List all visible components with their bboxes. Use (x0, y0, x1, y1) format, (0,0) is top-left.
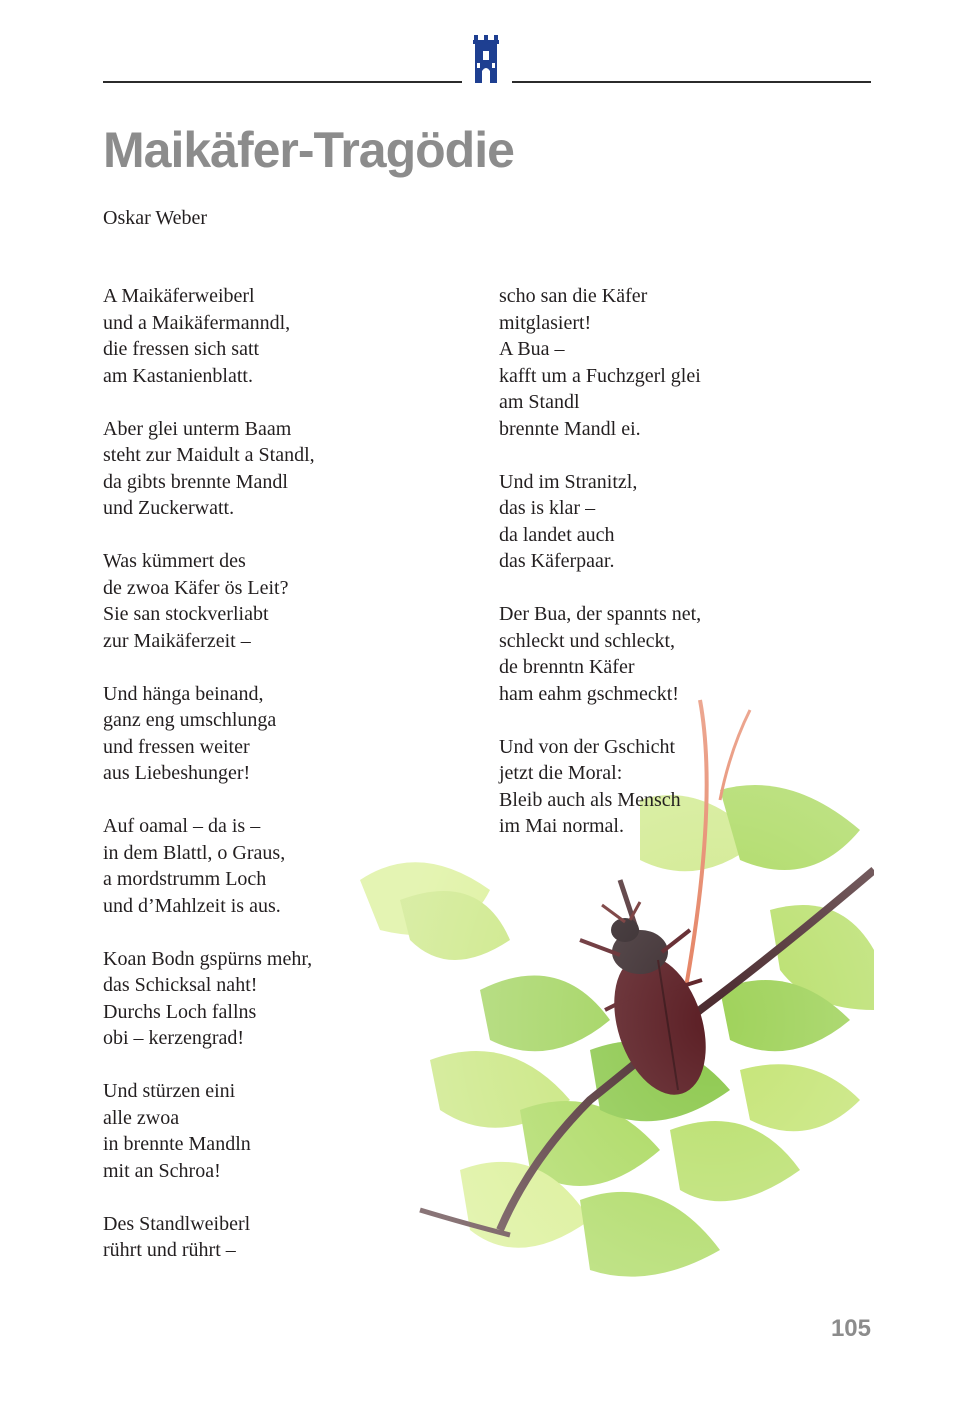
poem-line: a mordstrumm Loch (103, 868, 267, 890)
header-rule-left (103, 81, 462, 83)
poem-line: und Zuckerwatt. (103, 497, 235, 519)
poem-line: mitglasiert! (499, 311, 592, 334)
poem-line: ganz eng umschlunga (103, 709, 277, 731)
poem-stanza (103, 1078, 463, 1184)
poem-line: Durchs Loch fallns (103, 1000, 257, 1023)
castle-tower-icon (471, 33, 501, 85)
poem-stanza (103, 416, 463, 522)
poem-line: und d’Mahlzeit is aus. (103, 894, 281, 917)
poem-author: Oskar Weber (103, 207, 208, 229)
poem-line: ham eahm gschmeckt! (499, 682, 679, 705)
poem-stanza (103, 681, 463, 787)
poem-line: Bleib auch als Mensch (499, 788, 681, 811)
header-rule-right (512, 81, 871, 83)
poem-line: Des Standlweiberl (103, 1212, 251, 1235)
poem-line: da gibts brennte Mandl (103, 470, 288, 493)
poem-column-right (499, 283, 829, 866)
poem-column-left (103, 283, 463, 1290)
poem-line: das Schicksal naht! (103, 974, 258, 996)
poem-stanza (499, 283, 829, 442)
poem-line: steht zur Maidult a Standl, (103, 444, 315, 466)
poem-line: schleckt und schleckt, (499, 629, 676, 652)
poem-line: Aber glei unterm Baam (103, 417, 292, 440)
poem-stanza (103, 813, 463, 919)
poem-line: und a Maikäfermanndl, (103, 311, 291, 334)
castle-tower-shape (473, 35, 499, 83)
poem-line: da landet auch (499, 523, 615, 546)
poem-line: Auf oamal – da is – (103, 815, 261, 837)
poem-line: in dem Blattl, o Graus, (103, 841, 286, 864)
poem-line: kafft um a Fuchzgerl glei (499, 364, 701, 387)
poem-line: zur Maikäferzeit – (103, 629, 251, 652)
poem-line: Und im Stranitzl, (499, 470, 638, 493)
poem-line: das is klar – (499, 497, 596, 519)
poem-line: Koan Bodn gspürns mehr, (103, 947, 313, 970)
poem-stanza (103, 1211, 463, 1264)
poem-stanza (103, 283, 463, 389)
poem-line: am Standl (499, 391, 580, 413)
poem-line: Und stürzen eini (103, 1080, 236, 1102)
poem-line: Und von der Gschicht (499, 735, 676, 758)
poem-line: Und hänga beinand, (103, 682, 264, 705)
poem-line: die fressen sich satt (103, 338, 260, 360)
poem-line: scho san die Käfer (499, 285, 648, 307)
poem-line: de zwoa Käfer ös Leit? (103, 576, 289, 599)
poem-line: Sie san stockverliabt (103, 603, 269, 625)
poem-line: und fressen weiter (103, 735, 250, 758)
poem-line: de brenntn Käfer (499, 656, 635, 678)
poem-line: das Käferpaar. (499, 550, 615, 572)
page-number: 105 (830, 1315, 871, 1342)
poem-line: am Kastanienblatt. (103, 364, 253, 387)
poem-stanza (103, 946, 463, 1052)
poem-line: A Bua – (499, 338, 565, 360)
poem-line: A Maikäferweiberl (103, 285, 255, 307)
poem-stanza (499, 734, 829, 840)
poem-line: mit an Schroa! (103, 1159, 221, 1182)
poem-line: alle zwoa (103, 1106, 180, 1129)
poem-line: Der Bua, der spannts net, (499, 603, 702, 625)
poem-line: in brennte Mandln (103, 1133, 251, 1155)
poem-line: im Mai normal. (499, 815, 624, 837)
poem-line: brennte Mandl ei. (499, 417, 641, 440)
poem-stanza (499, 601, 829, 707)
poem-line: Was kümmert des (103, 550, 246, 572)
poem-stanza (103, 548, 463, 654)
poem-line: obi – kerzengrad! (103, 1027, 245, 1049)
poem-title: Maikäfer-Tragödie (103, 122, 514, 178)
poem-line: aus Liebeshunger! (103, 762, 251, 784)
poem-stanza (499, 469, 829, 575)
poem-line: jetzt die Moral: (499, 762, 623, 784)
poem-line: rührt und rührt – (103, 1239, 236, 1261)
